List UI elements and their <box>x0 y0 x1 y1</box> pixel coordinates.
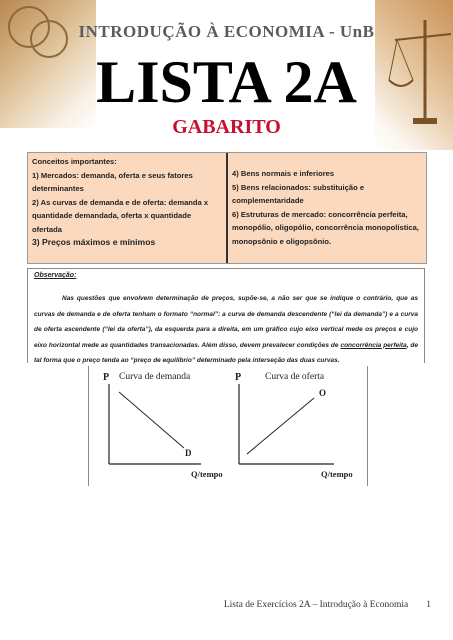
demand-x-axis-label: Q/tempo <box>191 469 223 479</box>
demand-curve-label: D <box>185 448 192 458</box>
concepts-heading: Conceitos importantes: <box>32 157 117 166</box>
answer-key-subtitle: GABARITO <box>172 116 281 138</box>
list-title: LISTA 2A <box>96 49 357 115</box>
supply-graph <box>235 371 353 479</box>
observation-underlined-term: concorrência perfeita <box>340 341 407 349</box>
concept-line: 5) Bens relacionados: substituição e <box>232 182 365 192</box>
page-number: 1 <box>426 600 431 610</box>
concepts-right-column <box>228 153 426 263</box>
curves-illustration <box>88 366 368 486</box>
observation-text <box>34 291 418 369</box>
important-concepts-box <box>27 152 427 264</box>
supply-graph-title: Curva de oferta <box>265 372 325 382</box>
concept-line: 1) Mercados: demanda, oferta e seus fatores <box>32 170 193 180</box>
demand-graph-title: Curva de demanda <box>119 372 191 382</box>
footer-text: Lista de Exercícios 2A – Introdução à Economia <box>223 600 409 610</box>
observation-title: Observação: <box>34 272 77 279</box>
page-footer <box>224 600 431 610</box>
concepts-left-column <box>28 153 228 263</box>
concept-line: 4) Bens normais e inferiores <box>232 169 335 178</box>
concept-line: monopólio, oligopólio, concorrência monopolística, <box>232 223 419 232</box>
concept-line: ofertada <box>32 224 62 234</box>
demand-curve <box>119 392 184 448</box>
course-title: INTRODUÇÃO À ECONOMIA - UnB <box>78 22 375 41</box>
supply-y-axis-label: P <box>235 372 242 383</box>
observation-box <box>27 268 425 363</box>
concept-line: 2) As curvas de demanda e de oferta: demanda x <box>32 197 209 207</box>
supply-x-axis-label: Q/tempo <box>321 469 353 479</box>
concept-line: quantidade demandada, oferta x quantidade <box>32 211 192 220</box>
supply-curve-label: O <box>319 388 327 398</box>
concept-line: determinantes <box>32 184 84 193</box>
concept-line: monopsônio e oligopsônio. <box>232 236 332 246</box>
concept-line: 6) Estruturas de mercado: concorrência perfeita, <box>232 209 408 219</box>
concept-line: complementaridade <box>232 196 304 205</box>
observation-text-part: , de tal forma que o preço tenda ao “preço de equilíbrio” determinado pela interseção das duas curvas. <box>34 341 419 364</box>
demand-graph <box>103 372 223 479</box>
observation-text-part: Nas questões que envolvem determinação de preços, supõe-se, a não ser que se indique o contrário, que as curvas de demanda e de oferta tenham o formato “normal”: a curva de demanda descendente (“lei da demanda”) e a curva de oferta ascendente (“lei da oferta”), da esquerda para a direita, em um gráfico cujo eixo vertical mede os preços e cujo eixo horizontal mede as quantidades transacionadas. Além disso, devem prevalecer condições de <box>34 295 418 349</box>
supply-curve <box>247 398 314 454</box>
demand-y-axis-label: P <box>103 372 110 383</box>
concept-line: 3) Preços máximos e mínimos <box>32 237 156 247</box>
